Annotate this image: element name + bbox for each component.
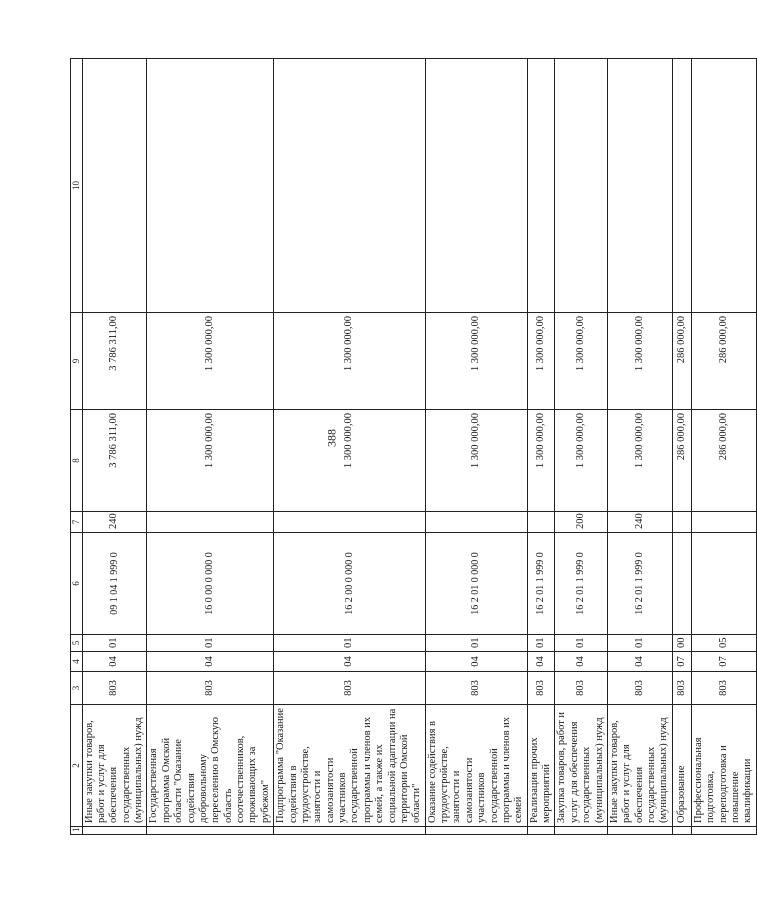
code-cell: 01: [274, 635, 426, 652]
header-cell: 10: [71, 59, 83, 313]
amount-cell: 1 300 000,00: [274, 313, 426, 410]
header-cell: 3: [71, 672, 83, 705]
code-cell: 01: [425, 635, 527, 652]
code-cell: 803: [274, 672, 426, 705]
table-row: [672, 59, 691, 835]
row-name-cell: Оказание содействия в трудоустройстве, занятости и самозанятости участников государственной программы и членов их семей: [425, 705, 527, 827]
code-cell: 803: [527, 672, 555, 705]
row-name-cell: Профессиональная подготовка, переподготовка и повышение квалификации: [691, 705, 756, 827]
code-cell: 04: [82, 652, 147, 672]
amount-cell: 1 300 000,00: [555, 313, 608, 410]
code-cell: [691, 533, 756, 635]
row-name-cell: Реализация прочих мероприятий: [527, 705, 555, 827]
table-row: [555, 59, 608, 835]
code-cell: 04: [527, 652, 555, 672]
code-cell: 803: [672, 672, 691, 705]
code-cell: 01: [147, 635, 274, 652]
amount-cell: 1 300 000,00: [425, 410, 527, 512]
table-row: [274, 59, 426, 835]
code-cell: 803: [147, 672, 274, 705]
header-cell: 7: [71, 512, 83, 533]
amount-cell: 286 000,00: [691, 313, 756, 410]
amount-cell: 1 300 000,00: [555, 410, 608, 512]
code-cell: 240: [607, 512, 672, 533]
empty-cell: [527, 59, 555, 313]
code-cell: 16 2 01 1 999 0: [555, 533, 608, 635]
row-marker-cell: [147, 827, 274, 835]
code-cell: 803: [425, 672, 527, 705]
empty-cell: [425, 59, 527, 313]
code-cell: 00: [672, 635, 691, 652]
amount-cell: 1 300 000,00: [425, 313, 527, 410]
row-marker-cell: [425, 827, 527, 835]
header-cell: 4: [71, 652, 83, 672]
code-cell: 01: [527, 635, 555, 652]
code-cell: [274, 512, 426, 533]
empty-cell: [274, 59, 426, 313]
code-cell: 200: [555, 512, 608, 533]
code-cell: 803: [607, 672, 672, 705]
rotated-table-wrapper: [70, 59, 754, 835]
code-cell: 04: [274, 652, 426, 672]
row-marker-cell: [555, 827, 608, 835]
code-cell: 01: [555, 635, 608, 652]
code-cell: 07: [691, 652, 756, 672]
row-name-cell: Подпрограмма "Оказание содействия в трудоустройстве, занятости и самозанятости участников государственной программы и членов их семей, а также их социальной адаптации на территории Омской области": [274, 705, 426, 827]
code-cell: [527, 512, 555, 533]
row-marker-cell: [672, 827, 691, 835]
empty-cell: [555, 59, 608, 313]
empty-cell: [672, 59, 691, 313]
table-row: [147, 59, 274, 835]
code-cell: 07: [672, 652, 691, 672]
amount-cell: 1 300 000,00: [274, 410, 426, 512]
row-marker-cell: [691, 827, 756, 835]
code-cell: 04: [147, 652, 274, 672]
amount-cell: 286 000,00: [672, 410, 691, 512]
header-cell: 6: [71, 533, 83, 635]
amount-cell: 1 300 000,00: [527, 410, 555, 512]
code-cell: 05: [691, 635, 756, 652]
code-cell: 04: [425, 652, 527, 672]
code-cell: 16 2 01 1 999 0: [607, 533, 672, 635]
code-cell: 09 1 04 1 999 0: [82, 533, 147, 635]
budget-table: [70, 58, 757, 835]
code-cell: [425, 512, 527, 533]
amount-cell: 1 300 000,00: [147, 313, 274, 410]
code-cell: 01: [607, 635, 672, 652]
code-cell: 01: [82, 635, 147, 652]
code-cell: 16 2 01 0 000 0: [425, 533, 527, 635]
code-cell: [147, 512, 274, 533]
row-marker-cell: [274, 827, 426, 835]
code-cell: 04: [555, 652, 608, 672]
code-cell: 16 2 00 0 000 0: [274, 533, 426, 635]
amount-cell: 3 786 311,00: [82, 313, 147, 410]
empty-cell: [607, 59, 672, 313]
table-row: [527, 59, 555, 835]
row-marker-cell: [82, 827, 147, 835]
amount-cell: 1 300 000,00: [607, 313, 672, 410]
table-row: [82, 59, 147, 835]
table-row: [691, 59, 756, 835]
row-name-cell: Иные закупки товаров, работ и услуг для обеспечения государственных (муниципальных) нужд: [607, 705, 672, 827]
code-cell: [691, 512, 756, 533]
empty-cell: [691, 59, 756, 313]
table-row: [425, 59, 527, 835]
amount-cell: 286 000,00: [672, 313, 691, 410]
code-cell: [672, 512, 691, 533]
empty-cell: [147, 59, 274, 313]
code-cell: 803: [691, 672, 756, 705]
empty-cell: [82, 59, 147, 313]
row-marker-cell: [607, 827, 672, 835]
table-row: [607, 59, 672, 835]
amount-cell: 3 786 311,00: [82, 410, 147, 512]
header-cell: 9: [71, 313, 83, 410]
amount-cell: 1 300 000,00: [147, 410, 274, 512]
header-cell: 2: [71, 705, 83, 827]
amount-cell: 1 300 000,00: [527, 313, 555, 410]
row-name-cell: Закупка товаров, работ и услуг для обеспечения государственных (муниципальных) нужд: [555, 705, 608, 827]
row-name-cell: Образование: [672, 705, 691, 827]
code-cell: 240: [82, 512, 147, 533]
header-row: [71, 59, 83, 835]
code-cell: 16 2 01 1 999 0: [527, 533, 555, 635]
row-name-cell: Государственная программа Омской области "Оказание содействия добровольному переселению в Омскую область соотечественников, проживающих за рубежом": [147, 705, 274, 827]
header-cell: 5: [71, 635, 83, 652]
code-cell: 803: [82, 672, 147, 705]
header-cell: 1: [71, 827, 83, 835]
amount-cell: 1 300 000,00: [607, 410, 672, 512]
code-cell: [672, 533, 691, 635]
row-marker-cell: [527, 827, 555, 835]
code-cell: 16 0 00 0 000 0: [147, 533, 274, 635]
row-name-cell: Иные закупки товаров, работ и услуг для обеспечения государственных (муниципальных) нужд: [82, 705, 147, 827]
header-cell: 8: [71, 410, 83, 512]
code-cell: 803: [555, 672, 608, 705]
page-number: 388: [324, 429, 339, 447]
amount-cell: 286 000,00: [691, 410, 756, 512]
code-cell: 04: [607, 652, 672, 672]
